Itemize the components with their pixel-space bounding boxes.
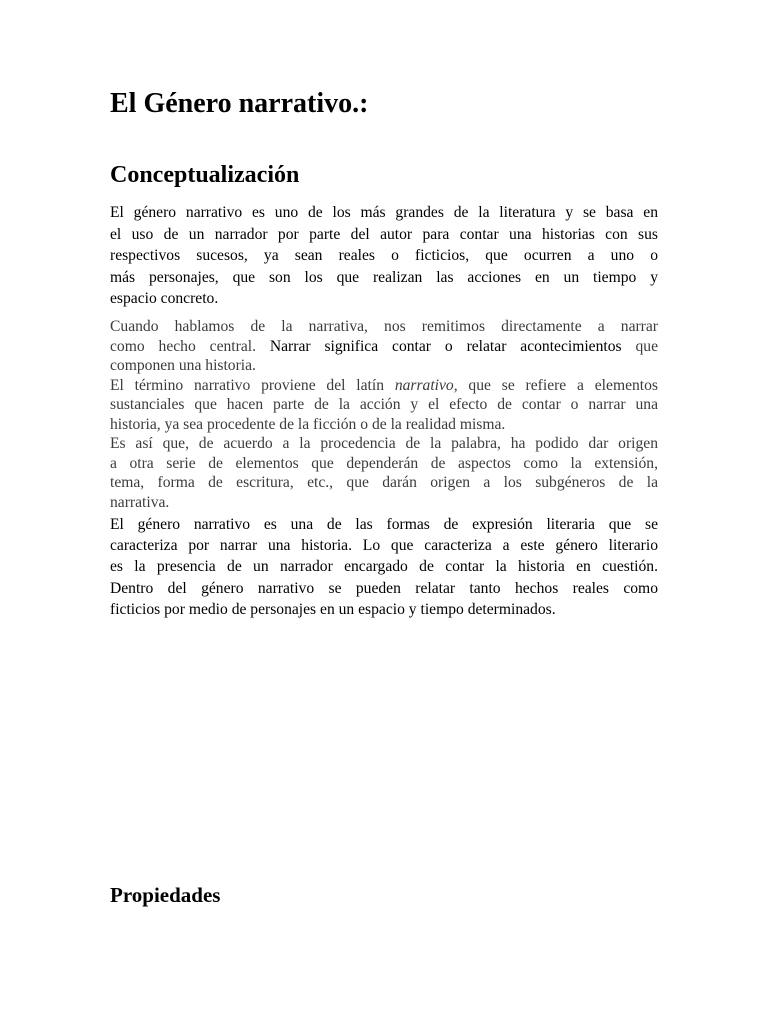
paragraph-line: Dentro del género narrativo se pueden relatar tanto hechos reales como [110, 579, 658, 597]
text-run: que [621, 337, 659, 355]
text-run: que se refiere a elementos [457, 376, 658, 394]
text-run: El término narrativo proviene del latín [110, 376, 395, 394]
paragraph-line: más personajes, que son los que realizan las acciones en un tiempo y [110, 268, 658, 286]
text-run: como hecho central. [110, 337, 270, 355]
document-title: El Género narrativo.: [110, 88, 369, 119]
paragraph-narrativa-origin [110, 317, 658, 512]
paragraph-line: Es así que, de acuerdo a la procedencia de la palabra, ha podido dar origen [110, 435, 658, 452]
paragraph-line: narrativa. [110, 493, 170, 511]
paragraph-line: tema, forma de escritura, etc., que darán origen a los subgéneros de la [110, 474, 658, 491]
text-run-italic: narrativo, [394, 376, 458, 394]
paragraph-line: a otra serie de elementos que dependerán de aspectos como la extensión, [110, 454, 658, 472]
paragraph-line: espacio concreto. [110, 290, 219, 308]
section-heading-conceptualizacion: Conceptualización [110, 162, 300, 188]
paragraph-genero-literario [110, 514, 658, 620]
paragraph-line [110, 376, 658, 396]
paragraph-line: historia, ya sea procedente de la ficción o de la realidad misma. [110, 415, 506, 433]
paragraph-line: respectivos sucesos, ya sean reales o ficticios, que ocurren a uno o [110, 247, 658, 265]
paragraph-line: ficticios por medio de personajes en un espacio y tiempo determinados. [110, 600, 556, 618]
paragraph-line: sustanciales que hacen parte de la acción y el efecto de contar o narrar una [110, 396, 658, 413]
paragraph-line: es la presencia de un narrador encargado de contar la historia en cuestión. [110, 558, 658, 576]
section-heading-propiedades: Propiedades [110, 883, 221, 907]
paragraph-line: El género narrativo es una de las formas de expresión literaria que se [110, 516, 658, 533]
paragraph-line: El género narrativo es uno de los más grandes de la literatura y se basa en [110, 204, 658, 221]
paragraph-line [110, 337, 658, 357]
paragraph-line: Cuando hablamos de la narrativa, nos remitimos directamente a narrar [110, 318, 658, 335]
text-run-emphasis: Narrar significa contar o relatar acontecimientos [269, 337, 622, 355]
paragraph-line: componen una historia. [110, 357, 256, 374]
paragraph-line: el uso de un narrador por parte del autor para contar una historias con sus [110, 225, 658, 243]
paragraph-line: caracteriza por narrar una historia. Lo que caracteriza a este género literario [110, 537, 658, 555]
paragraph-definition [110, 202, 658, 310]
